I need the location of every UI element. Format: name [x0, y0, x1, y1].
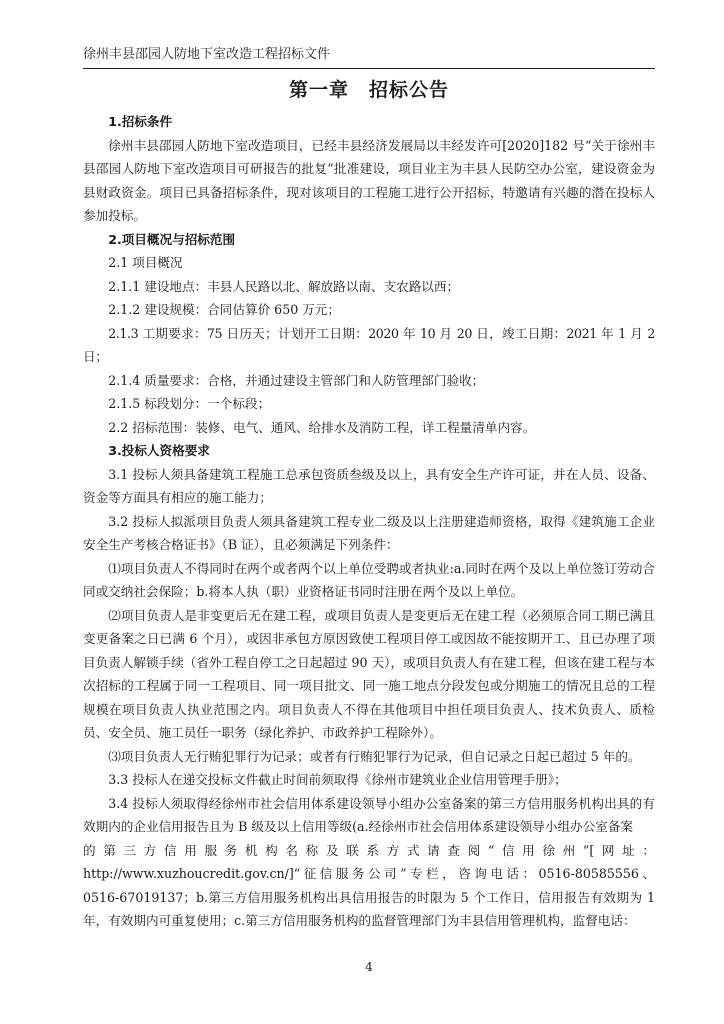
- paragraph-3-3: 3.3 投标人在递交投标文件截止时间前须取得《徐州市建筑业企业信用管理手册》；: [108, 772, 567, 787]
- condition-2: ⑵项目负责人是非变更后无在建工程，或项目负责人是变更后无在建工程（必须原合同工期已满且变更备案之日已满 6 个月），或因非承包方原因致使工程项目停工或因故不能按期开工、且已办理了项目负责人解锁手续（省外工程自停工之日起超过 90 天），或项目负责人有在建工程，但该在建工程与本次招标的工程属于同一工程项目、同一项目批文、同一施工地点分段发包或分期施工的情况且总的工程规模在项目负责人执业范围之内。项目负责人不得在其他项目中担任项目负责人、技术负责人、质检员、安全员、施工员任一职务（绿化养护、市政养护工程除外）。: [83, 607, 655, 740]
- paragraph-3-1: 3.1 投标人须具备建筑工程施工总承包资质叁级及以上，具有安全生产许可证，并在人员、设备、资金等方面具有相应的施工能力；: [83, 466, 655, 505]
- line-quality: 2.1.4 质量要求：合格，并通过建设主管部门和人防管理部门验收；: [108, 372, 485, 388]
- chapter-title: 第一章 招标公告: [288, 79, 449, 101]
- header-rule: [83, 68, 655, 69]
- paragraph-3-4-part-c: http://www.xuzhoucredit.gov.cn/]“征信服务公司”专栏，咨询电话：0516-80585556、: [83, 866, 655, 881]
- paragraph-3-4-part-d: 0516-67019137；b.第三方信用服务机构出具信用报告的时限为 5 个工作日，信用报告有效期为 1 年，有效期内可重复使用；c.第三方信用服务机构的监督管理部门为丰县信用管理机构，监督电话：: [83, 889, 655, 928]
- condition-1: ⑴项目负责人不得同时在两个或者两个以上单位受聘或者执业:a.同时在两个及以上单位签订劳动合同或交纳社会保险；b.将本人执（职）业资格证书同时注册在两个及以上单位。: [83, 560, 655, 599]
- paragraph-3-4-part-b: 的第三方信用服务机构名称及联系方式请查阅“信用徐州”[网址：: [83, 842, 655, 858]
- line-project-overview: 2.1 项目概况: [108, 255, 183, 270]
- line-construction-scale: 2.1.2 建设规模：合同估算价 650 万元；: [108, 302, 340, 317]
- line-lot-division: 2.1.5 标段划分：一个标段；: [108, 396, 271, 411]
- page-header: 徐州丰县邵园人防地下室改造工程招标文件: [83, 47, 331, 62]
- line-tender-scope: 2.2 招标范围：装修、电气、通风、给排水及消防工程，详工程量清单内容。: [108, 419, 536, 435]
- section-heading-2: 2.项目概况与招标范围: [108, 231, 236, 247]
- section-heading-3: 3.投标人资格要求: [108, 443, 210, 458]
- section-heading-1: 1.招标条件: [108, 114, 173, 129]
- paragraph-3-4-part-a: 3.4 投标人须取得经徐州市社会信用体系建设领导小组办公室备案的第三方信用服务机构出具的有效期内的企业信用报告且为 B 级及以上信用等级(a.经徐州市社会信用体系建设领导小组办公室备案: [83, 795, 655, 834]
- paragraph-3-2: 3.2 投标人拟派项目负责人须具备建筑工程专业二级及以上注册建造师资格，取得《建筑施工企业安全生产考核合格证书》（B 证），且必须满足下列条件：: [83, 513, 655, 552]
- page-number: 4: [365, 960, 373, 974]
- paragraph-tender-conditions: 徐州丰县邵园人防地下室改造项目，已经丰县经济发展局以丰经发许可[2020]182 号“关于徐州丰县邵园人防地下室改造项目可研报告的批复”批准建设，项目业主为丰县人民防空办公室，建设资金为县财政资金。项目已具备招标条件，现对该项目的工程施工进行公开招标，特邀请有兴趣的潜在投标人参加投标。: [83, 137, 655, 223]
- line-construction-site: 2.1.1 建设地点：丰县人民路以北、解放路以南、支农路以西；: [108, 278, 460, 294]
- document-body: [83, 110, 655, 933]
- condition-3: ⑶项目负责人无行贿犯罪行为记录；或者有行贿犯罪行为记录，但自记录之日起已超过 5 年的。: [108, 748, 641, 764]
- line-schedule: 2.1.3 工期要求：75 日历天；计划开工日期：2020 年 10 月 20 日，竣工日期：2021 年 1 月 2 日；: [83, 325, 655, 364]
